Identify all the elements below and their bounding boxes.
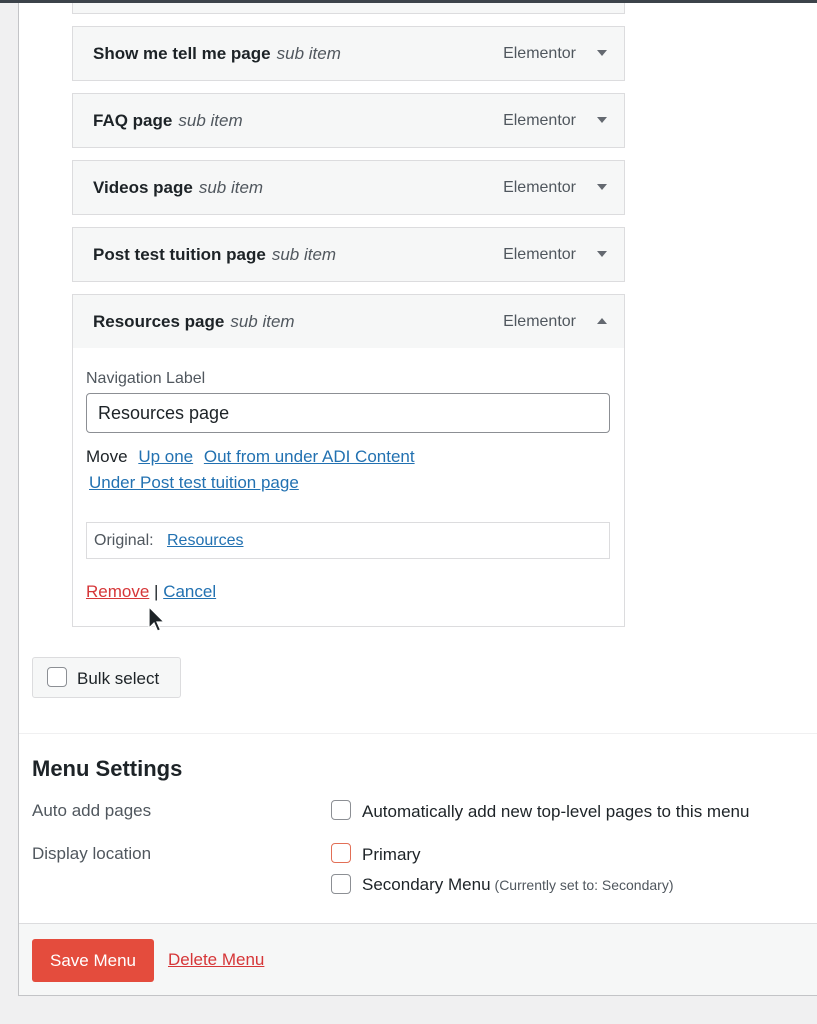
save-menu-button[interactable]: Save Menu <box>32 939 154 982</box>
auto-add-pages-option: Automatically add new top-level pages to this menu <box>362 802 750 821</box>
caret-down-icon[interactable] <box>596 248 608 260</box>
bulk-select-button[interactable] <box>32 657 181 698</box>
original-label: Original: <box>94 532 154 549</box>
menu-item-subtitle: sub item <box>276 44 341 63</box>
menu-item-resources[interactable] <box>72 294 625 349</box>
auto-add-pages-checkbox[interactable] <box>331 800 351 820</box>
menu-item-title: FAQ page <box>93 111 173 130</box>
menu-item-type: Elementor <box>503 179 576 196</box>
menu-item-subtitle: sub item <box>178 111 243 130</box>
original-link-box <box>86 522 610 559</box>
secondary-location-label: Secondary Menu <box>362 875 491 894</box>
menu-item-title: Resources page <box>93 312 225 331</box>
menu-item-post-test-tuition[interactable] <box>72 227 625 282</box>
move-under-link[interactable]: Under Post test tuition page <box>89 473 299 492</box>
mouse-pointer-icon <box>147 606 167 634</box>
navigation-label-heading: Navigation Label <box>86 370 206 387</box>
caret-down-icon[interactable] <box>596 181 608 193</box>
menu-item-faq[interactable] <box>72 93 625 148</box>
caret-down-icon[interactable] <box>596 114 608 126</box>
secondary-location-option <box>362 875 674 895</box>
bulk-select-label: Bulk select <box>77 669 160 688</box>
move-row <box>86 447 415 467</box>
menu-item-title: Videos page <box>93 178 193 197</box>
primary-location-label: Primary <box>362 845 421 864</box>
menu-item-title: Post test tuition page <box>93 245 266 264</box>
move-label: Move <box>86 447 128 466</box>
menu-item-videos[interactable] <box>72 160 625 215</box>
bulk-select-checkbox[interactable] <box>47 667 67 687</box>
secondary-location-checkbox[interactable] <box>331 874 351 894</box>
menu-item-type: Elementor <box>503 45 576 62</box>
caret-down-icon[interactable] <box>596 47 608 59</box>
navigation-label-input[interactable] <box>86 393 610 433</box>
cancel-link[interactable]: Cancel <box>163 582 217 601</box>
menu-item-title: Show me tell me page <box>93 44 271 63</box>
remove-link[interactable]: Remove <box>86 582 150 601</box>
display-location-label: Display location <box>32 844 152 863</box>
delete-menu-link[interactable]: Delete Menu <box>168 950 265 969</box>
actions-separator: | <box>154 582 159 601</box>
move-out-from-under-link[interactable]: Out from under ADI Content <box>203 447 415 466</box>
menu-item-subtitle: sub item <box>271 245 337 264</box>
menu-item-type: Elementor <box>503 246 576 263</box>
item-actions <box>86 582 216 602</box>
move-up-one-link[interactable]: Up one <box>138 447 194 466</box>
original-link[interactable]: Resources <box>167 532 244 549</box>
menu-settings-title: Menu Settings <box>32 756 183 781</box>
caret-up-icon[interactable] <box>596 315 608 327</box>
section-divider <box>19 733 817 734</box>
menu-item-partial <box>72 3 625 14</box>
secondary-location-note: (Currently set to: Secondary) <box>494 877 674 893</box>
menu-item-type: Elementor <box>503 313 576 330</box>
menu-item-subtitle: sub item <box>198 178 264 197</box>
primary-location-checkbox[interactable] <box>331 843 351 863</box>
menu-item-type: Elementor <box>503 112 576 129</box>
menu-item-show-me-tell-me[interactable] <box>72 26 625 81</box>
menu-item-subtitle: sub item <box>230 312 295 331</box>
auto-add-pages-label: Auto add pages <box>32 801 152 820</box>
